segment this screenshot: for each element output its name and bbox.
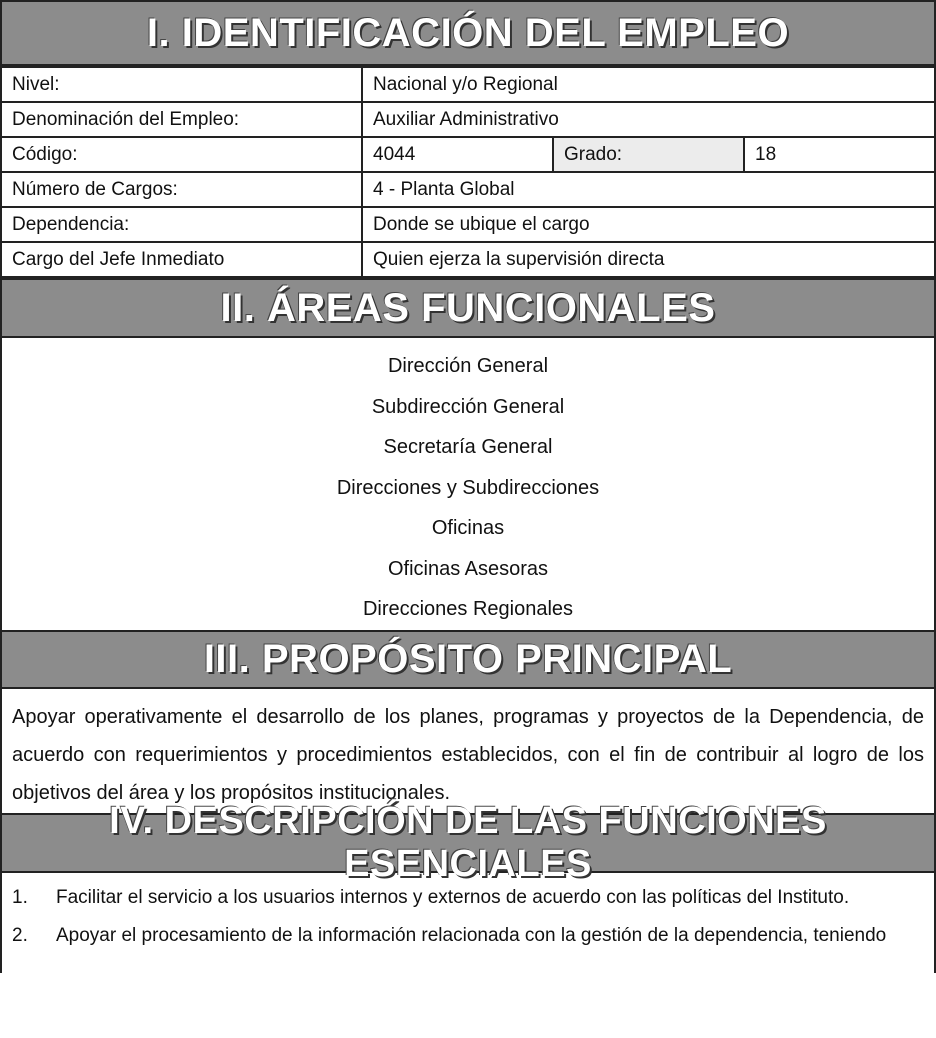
numero-cargos-value: 4 - Planta Global — [362, 172, 935, 207]
dependencia-value: Donde se ubique el cargo — [362, 207, 935, 242]
proposito-text: Apoyar operativamente el desarrollo de los planes, programas y proyectos de la Dependencia, de acuerdo con requerimientos y procedimientos establecidos, con el fin de contribuir al logro de los objetivos del área y los propósitos institucionales. — [0, 689, 936, 813]
list-item: Secretaría General — [383, 436, 553, 458]
table-row — [1, 207, 935, 242]
grado-label: Grado: — [553, 137, 744, 172]
item-text: Apoyar el procesamiento de la información relacionada con la gestión de la dependencia, teniendo — [56, 925, 887, 946]
denominacion-label: Denominación del Empleo: — [1, 102, 362, 137]
item-text: Facilitar el servicio a los usuarios internos y externos de acuerdo con las políticas del Instituto. — [56, 887, 850, 908]
list-item: Oficinas — [431, 517, 505, 539]
section-header-identificacion: I. IDENTIFICACIÓN DEL EMPLEO — [0, 0, 936, 66]
dependencia-label: Dependencia: — [1, 207, 362, 242]
denominacion-value: Auxiliar Administrativo — [362, 102, 935, 137]
table-row — [1, 242, 935, 277]
section-header-funciones: IV. DESCRIPCIÓN DE LAS FUNCIONES ESENCIALES — [0, 813, 936, 873]
list-item — [12, 879, 924, 917]
list-item: Dirección General — [387, 355, 549, 377]
codigo-label: Código: — [1, 137, 362, 172]
item-number: 2. — [12, 925, 28, 946]
table-row — [1, 172, 935, 207]
table-row — [1, 137, 935, 172]
nivel-value: Nacional y/o Regional — [362, 67, 935, 102]
item-number: 1. — [12, 887, 28, 908]
list-item: Direcciones y Subdirecciones — [336, 476, 600, 499]
funciones-list — [0, 873, 936, 973]
jefe-inmediato-label: Cargo del Jefe Inmediato — [1, 242, 362, 277]
list-item — [12, 917, 924, 955]
list-item: Direcciones Regionales — [362, 598, 574, 620]
jefe-inmediato-value: Quien ejerza la supervisión directa — [362, 242, 935, 277]
list-item: Oficinas Asesoras — [387, 557, 549, 580]
table-row — [1, 67, 935, 102]
section-header-proposito: III. PROPÓSITO PRINCIPAL — [0, 630, 936, 689]
grado-value: 18 — [744, 137, 935, 172]
table-row — [1, 102, 935, 137]
identification-table — [0, 66, 936, 278]
areas-list — [0, 338, 936, 630]
numero-cargos-label: Número de Cargos: — [1, 172, 362, 207]
codigo-value: 4044 — [362, 137, 553, 172]
section-header-areas: II. ÁREAS FUNCIONALES — [0, 278, 936, 338]
list-item: Subdirección General — [371, 395, 565, 418]
nivel-label: Nivel: — [1, 67, 362, 102]
